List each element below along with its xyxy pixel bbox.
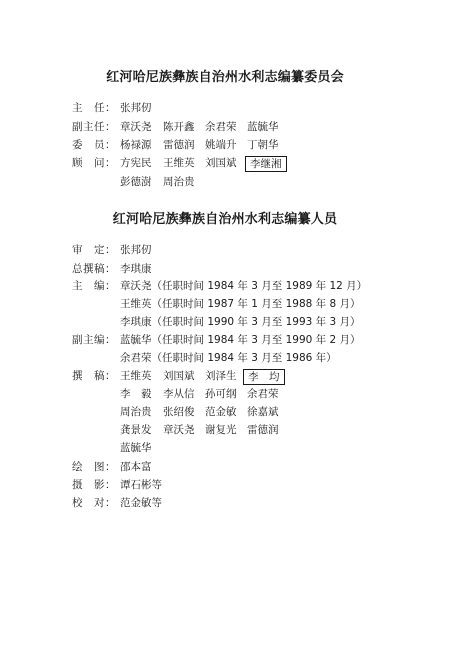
name: 刘国斌 [163, 370, 195, 382]
row-text: 李琪康 [120, 263, 152, 275]
row-text: 章沃尧（任职时间 1984 年 3 月至 1989 年 12 月） [120, 280, 368, 292]
staff-title: 红河哈尼族彝族自治州水利志编纂人员 [112, 212, 338, 227]
name: 余君荣 [247, 388, 279, 400]
row-text: 蓝毓华（任职时间 1984 年 3 月至 1990 年 2 月） [120, 334, 361, 346]
row-label: 委 员： [72, 139, 116, 151]
row-text: 张邦仞 [120, 244, 152, 256]
name: 张绍俊 [163, 406, 195, 418]
row-text: 余君荣（任职时间 1984 年 3 月至 1986 年） [120, 352, 337, 364]
name: 周治贵 [163, 176, 195, 188]
row-text: 谭石彬等 [120, 479, 162, 491]
row-label: 校 对： [72, 497, 116, 509]
name: 李 毅 [120, 388, 152, 400]
row-label: 总撰稿： [72, 263, 116, 275]
name: 李从信 [163, 388, 195, 400]
row-label: 主 编： [72, 280, 116, 292]
name: 陈开鑫 [163, 121, 195, 133]
name: 余君荣 [205, 121, 237, 133]
row-label: 绘 图： [72, 461, 116, 473]
name: 姚端升 [205, 139, 237, 151]
name: 张邦仞 [120, 102, 152, 114]
name: 章沃尧 [163, 424, 195, 436]
name: 章沃尧 [120, 121, 152, 133]
committee-title: 红河哈尼族彝族自治州水利志编纂委员会 [106, 70, 344, 85]
row-label: 主 任： [72, 102, 116, 114]
name: 蓝毓华 [247, 121, 279, 133]
name: 徐嘉斌 [247, 406, 279, 418]
row-text: 范金敏等 [120, 497, 162, 509]
row-text: 王维英（任职时间 1987 年 1 月至 1988 年 8 月） [120, 298, 361, 310]
name: 龚景发 [120, 424, 152, 436]
row-label: 审 定： [72, 244, 116, 256]
row-label: 副主任： [72, 121, 116, 133]
name: 杨禄源 [120, 139, 152, 151]
name: 刘国斌 [205, 157, 237, 169]
name: 蓝毓华 [120, 442, 152, 454]
row-label: 撰 稿： [72, 370, 116, 382]
name: 谢复光 [205, 424, 237, 436]
name: 丁朝华 [247, 139, 279, 151]
name: 孙可纲 [205, 388, 237, 400]
boxed-name: 李继湘 [245, 156, 287, 172]
row-label: 摄 影： [72, 479, 116, 491]
name: 王维英 [163, 157, 195, 169]
row-text: 邵本富 [120, 461, 152, 473]
name: 方宪民 [120, 157, 152, 169]
row-label: 副主编： [72, 334, 116, 346]
boxed-name: 李 均 [243, 369, 285, 385]
name: 刘泽生 [205, 370, 237, 382]
row-text: 李琪康（任职时间 1990 年 3 月至 1993 年 3 月） [120, 316, 361, 328]
row-label: 顾 问： [72, 157, 116, 169]
name: 彭德澍 [120, 176, 152, 188]
name: 雷德润 [163, 139, 195, 151]
name: 周治贵 [120, 406, 152, 418]
name: 范金敏 [205, 406, 237, 418]
name: 王维英 [120, 370, 152, 382]
name: 雷德润 [247, 424, 279, 436]
